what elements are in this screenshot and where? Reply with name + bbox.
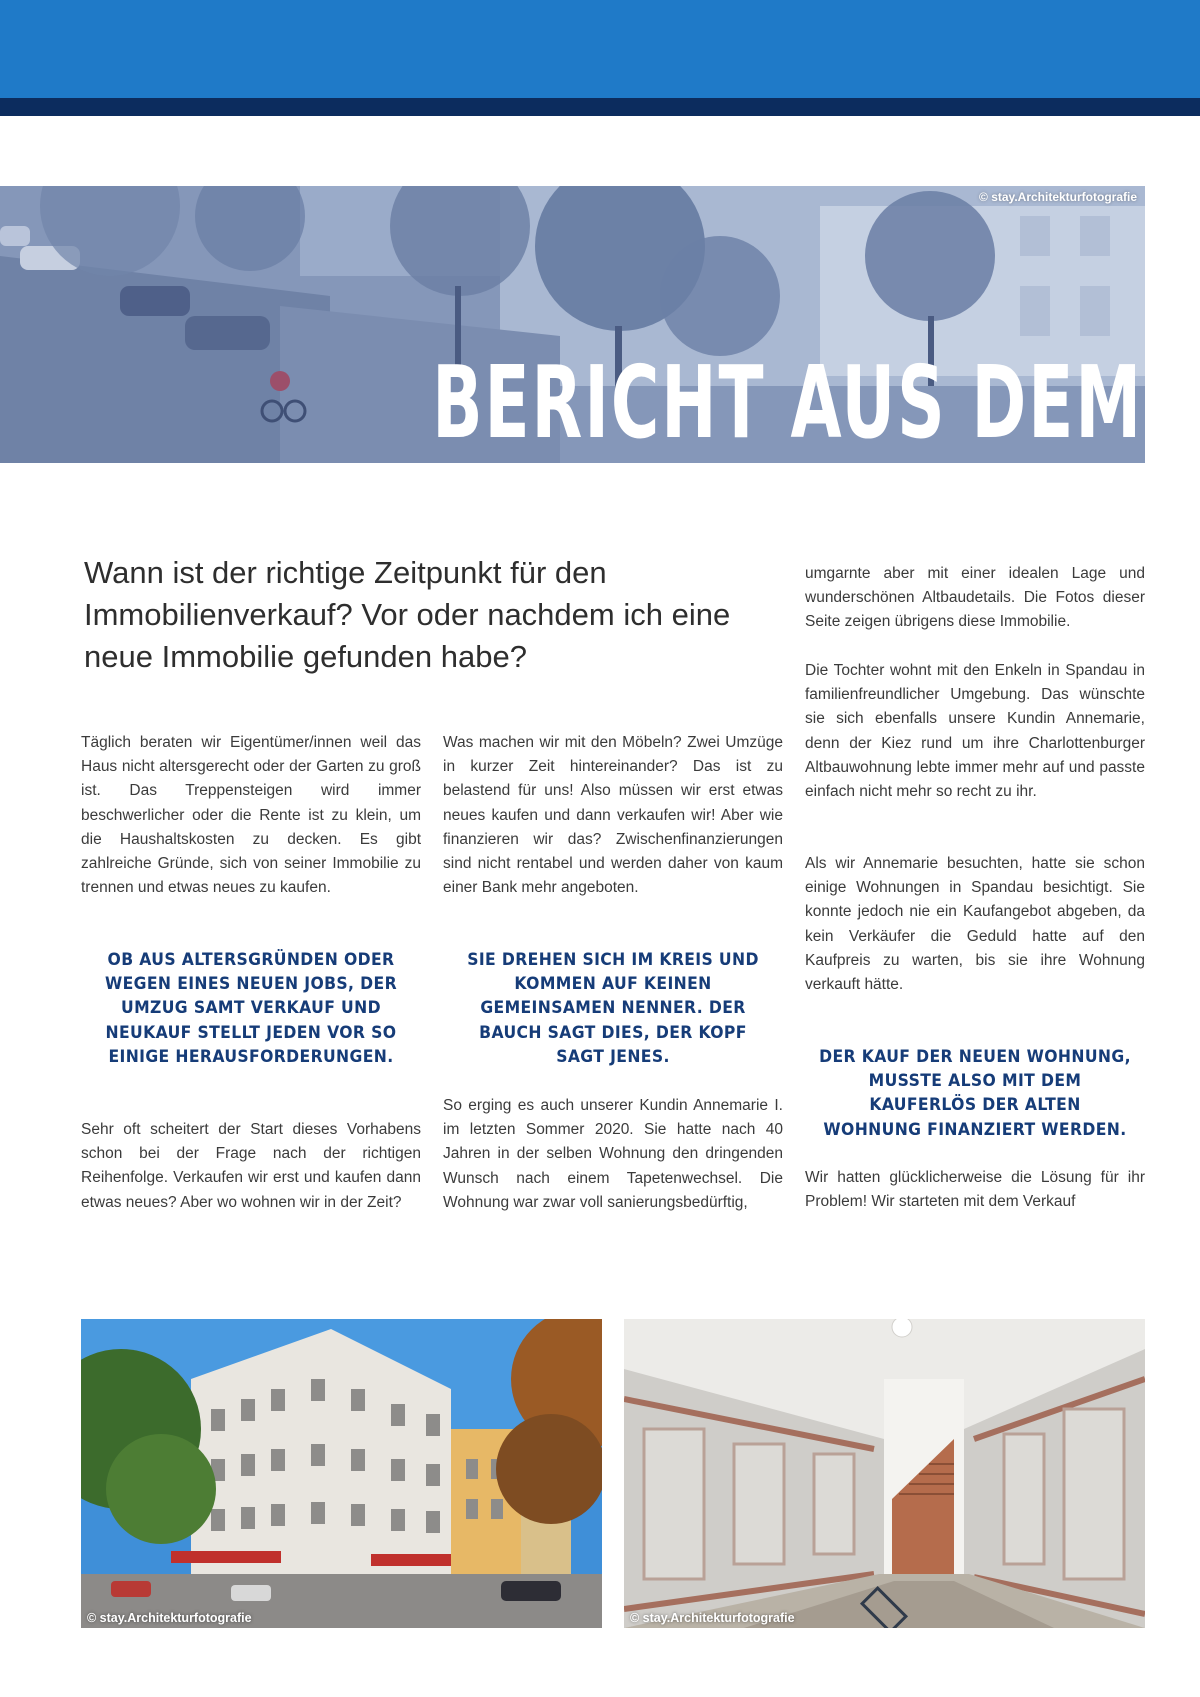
- hero-title: BERICHT AUS DEM: [432, 344, 1143, 461]
- column-2-pull-quote: [443, 948, 783, 1069]
- pull-quote-text: OB AUS ALTERSGRÜNDEN ODER WEGEN EINES NEUEN JOBS, DER UMZUG SAMT VERKAUF UND NEUKAUF STELLT JEDEN VOR SO EINIGE HERAUSFORDERUNGEN.: [104, 950, 397, 1067]
- pull-quote-text: SIE DREHEN SICH IM KREIS UND KOMMEN AUF KEINEN GEMEINSAMEN NENNER. DER BAUCH SAGT DIES, DER KOPF SAGT JENES.: [467, 950, 759, 1067]
- hero-photo-credit: © stay.Architekturfotografie: [979, 190, 1137, 204]
- column-3-paragraph-3: [805, 852, 1145, 997]
- hallway-interior-photo: [624, 1319, 1145, 1628]
- column-2-paragraph-2: [443, 1094, 783, 1215]
- column-1-pull-quote: [81, 948, 421, 1069]
- column-3-paragraph-2: [805, 659, 1145, 804]
- lead-heading: Wann ist der richtige Zeitpunkt für den Immobilienverkauf? Vor oder nachdem ich eine neue Immobilie gefunden habe?: [84, 555, 731, 674]
- column-3-paragraph-4: [805, 1166, 1145, 1214]
- paragraph: Die Tochter wohnt mit den Enkeln in Spandau in familienfreundlicher Umgebung. Das wünschte sie sich ebenfalls unsere Kundin Annemarie, denn der Kiez rund um ihre Charlottenburger Altbauwohnung lebte immer mehr auf und passte einfach nicht mehr so recht zu ihr.: [805, 662, 1145, 801]
- paragraph: Täglich beraten wir Eigentümer/innen weil das Haus nicht altersgerecht oder der Garten zu groß ist. Das Treppensteigen wird immer beschwerlicher oder die Rente ist zu klein, um die Haushaltskosten zu decken. Es gibt zahlreiche Gründe, sich von seiner Immobilie zu trennen und etwas neues zu kaufen.: [81, 734, 421, 897]
- right-photo-credit: © stay.Architekturfotografie: [630, 1611, 795, 1625]
- pull-quote-text: DER KAUF DER NEUEN WOHNUNG, MUSSTE ALSO MIT DEM KAUFERLÖS DER ALTEN WOHNUNG FINANZIERT WERDEN.: [819, 1047, 1131, 1140]
- paragraph: Wir hatten glücklicherweise die Lösung für ihr Problem! Wir starteten mit dem Verkauf: [805, 1169, 1145, 1211]
- column-3-paragraph-1: [805, 562, 1145, 635]
- hero-image: [0, 186, 1145, 463]
- column-1-paragraph-1: [81, 731, 421, 900]
- top-color-band: [0, 0, 1200, 98]
- building-exterior-photo: [81, 1319, 602, 1628]
- paragraph: umgarnte aber mit einer idealen Lage und wunderschönen Altbaudetails. Die Fotos dieser Seite zeigen übrigens diese Immobilie.: [805, 565, 1145, 631]
- paragraph: So erging es auch unserer Kundin Annemarie I. im letzten Sommer 2020. Sie hatte nach 40 Jahren in der selben Wohnung den dringenden Wunsch nach einem Tapetenwechsel. Die Wohnung war zwar voll sanierungsbedürftig,: [443, 1097, 783, 1211]
- left-photo-credit: © stay.Architekturfotografie: [87, 1611, 252, 1625]
- paragraph: Als wir Annemarie besuchten, hatte sie schon einige Wohnungen in Spandau besichtigt. Sie konnte jedoch nie ein Kaufangebot abgeben, da kein Verkäufer die Geduld hatte auf den Kaufpreis zu warten, bis sie ihre Wohnung verkauft hätte.: [805, 855, 1145, 994]
- hallway-interior-image: [624, 1319, 1145, 1628]
- column-3-pull-quote: [805, 1045, 1145, 1142]
- top-dark-stripe: [0, 98, 1200, 116]
- paragraph: Sehr oft scheitert der Start dieses Vorhabens schon bei der Frage nach der richtigen Reihenfolge. Verkaufen wir erst und kaufen dann etwas neues? Aber wo wohnen wir in der Zeit?: [81, 1121, 421, 1211]
- building-exterior-image: [81, 1319, 602, 1628]
- paragraph: Was machen wir mit den Möbeln? Zwei Umzüge in kurzer Zeit hintereinander? Das ist zu belastend für uns! Also müssen wir erst etwas neues kaufen und dann verkaufen wir! Aber wie finanzieren wir das? Zwischenfinanzierungen sind nicht rentabel und werden daher von kaum einer Bank mehr angeboten.: [443, 734, 783, 897]
- column-1-paragraph-2: [81, 1118, 421, 1215]
- column-2-paragraph-1: [443, 731, 783, 900]
